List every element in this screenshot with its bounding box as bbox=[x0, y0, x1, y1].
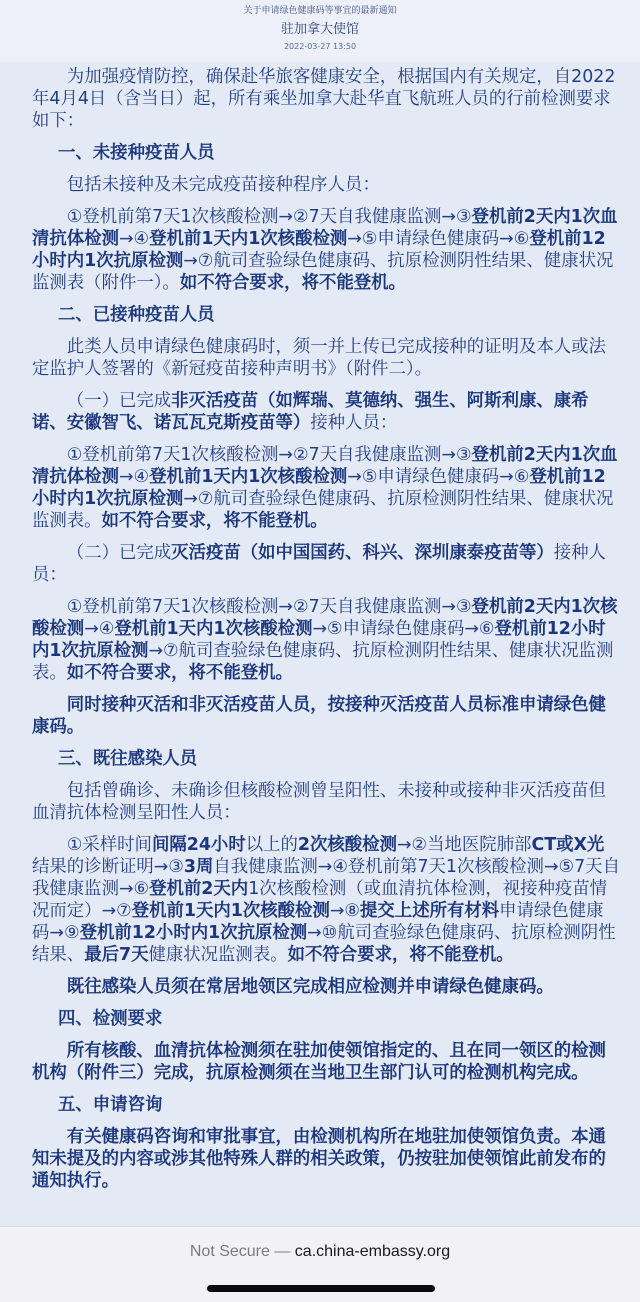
not-secure-label: Not Secure bbox=[189, 1243, 270, 1260]
body-text: 自我健康监测→④登机前第7天1次核酸检测→⑤7天自我健康监测→⑥ bbox=[32, 857, 620, 899]
emphasis-text: 登机前2天内1次血清抗体检测 bbox=[32, 445, 618, 487]
emphasis-text: 2次核酸检测 bbox=[297, 835, 397, 855]
emphasis-text: 登机前1天内1次核酸检测 bbox=[149, 229, 348, 249]
section-5-heading: 五、申请咨询 bbox=[58, 1095, 163, 1115]
section-1-steps bbox=[32, 206, 620, 294]
section-2a-heading bbox=[32, 390, 620, 434]
body-text: 以上的 bbox=[245, 835, 298, 855]
publisher-name: 驻加拿大使馆 bbox=[280, 22, 359, 37]
emphasis-text: 提交上述所有材料 bbox=[360, 901, 500, 921]
section-3-note: 既往感染人员须在常居地领区完成相应检测并申请绿色健康码。 bbox=[66, 977, 554, 997]
emphasis-text: 如不符合要求，将不能登机。 bbox=[287, 945, 514, 965]
section-3-heading: 三、既往感染人员 bbox=[58, 749, 198, 769]
home-indicator[interactable] bbox=[207, 1285, 435, 1292]
emphasis-text: CT或X光 bbox=[531, 835, 605, 855]
section-2b-steps bbox=[32, 596, 620, 684]
emphasis-text: 非灭活疫苗（如辉瑞、莫德纳、强生、阿斯利康、康希诺、安徽智飞、诺瓦瓦克斯疫苗等） bbox=[32, 391, 589, 433]
body-text: ①登机前第7天1次核酸检测→②7天自我健康监测→③ bbox=[66, 597, 472, 617]
body-text: →④ bbox=[118, 467, 150, 487]
section-2-desc: 此类人员申请绿色健康码时，须一并上传已完成接种的证明及本人或法定监护人签署的《新冠疫苗接种声明书》（附件二）。 bbox=[32, 337, 606, 379]
emphasis-text: 3周 bbox=[183, 857, 214, 877]
emphasis-text: 间隔24小时 bbox=[151, 835, 246, 855]
emphasis-text: 如不符合要求，将不能登机。 bbox=[101, 511, 328, 531]
section-2-note: 同时接种灭活和非灭活疫苗人员，按接种灭活疫苗人员标准申请绿色健康码。 bbox=[32, 695, 606, 737]
section-2a-steps bbox=[32, 444, 620, 532]
emphasis-text: 登机前1天内1次核酸检测 bbox=[149, 467, 348, 487]
body-text: →⑦航司查验绿色健康码、抗原检测阴性结果、健康状况监测表。 bbox=[32, 641, 614, 683]
body-text: 1次核酸检测（或血清抗体检测，视接种疫苗情况而定）→⑦ bbox=[32, 879, 608, 921]
emphasis-text: 如不符合要求，将不能登机。 bbox=[66, 663, 293, 683]
body-text: ①登机前第7天1次核酸检测→②7天自我健康监测→③ bbox=[66, 445, 472, 465]
body-text: →⑦航司查验绿色健康码、抗原检测阴性结果、健康状况监测表。 bbox=[32, 489, 614, 531]
url-display[interactable] bbox=[0, 1243, 640, 1261]
body-text: →⑦航司查验绿色健康码、抗原检测阴性结果、健康状况监测表（附件一）。 bbox=[32, 251, 614, 293]
url-separator: — bbox=[269, 1243, 295, 1260]
browser-address-bar[interactable] bbox=[0, 1226, 640, 1302]
emphasis-text: 登机前2天内1次血清抗体检测 bbox=[32, 207, 618, 249]
section-5-text: 有关健康码咨询和审批事宜，由检测机构所在地驻加使领馆负责。本通知未提及的内容或涉其他特殊人群的相关政策，仍按驻加使领馆此前发布的通知执行。 bbox=[32, 1127, 606, 1191]
body-text: →⑧ bbox=[329, 901, 361, 921]
body-text: 接种人员： bbox=[32, 543, 606, 585]
emphasis-text: 登机前12小时内1次抗原检测 bbox=[32, 467, 606, 509]
emphasis-text: 灭活疫苗（如中国国药、科兴、深圳康泰疫苗等） bbox=[171, 543, 554, 563]
section-3-steps bbox=[32, 834, 620, 966]
section-2b-heading bbox=[32, 542, 620, 586]
body-text: →⑤申请绿色健康码→⑥ bbox=[347, 467, 530, 487]
body-text: →⑩航司查验绿色健康码、抗原检测阴性结果、 bbox=[32, 923, 616, 965]
emphasis-text: 登机前1天内1次核酸检测 bbox=[114, 619, 313, 639]
body-text: →④ bbox=[118, 229, 150, 249]
publish-date: 2022-03-27 13:50 bbox=[283, 42, 357, 51]
intro-paragraph: 为加强疫情防控，确保赴华旅客健康安全，根据国内有关规定，自2022年4月4日（含当日）起，所有乘坐加拿大赴华直飞航班人员的行前检测要求如下： bbox=[32, 67, 616, 131]
emphasis-text: 登机前12小时内1次抗原检测 bbox=[32, 619, 606, 661]
body-text: （二）已完成 bbox=[66, 543, 172, 563]
emphasis-text: 登机前2天内1次核酸检测 bbox=[32, 597, 618, 639]
section-3-desc: 包括曾确诊、未确诊但核酸检测曾呈阳性、未接种或接种非灭活疫苗但血清抗体检测呈阳性人员： bbox=[32, 781, 606, 823]
body-text: 申请绿色健康码→⑨ bbox=[32, 901, 604, 943]
domain-label: ca.china-embassy.org bbox=[294, 1243, 451, 1260]
section-1-desc: 包括未接种及未完成疫苗接种程序人员： bbox=[66, 175, 380, 195]
emphasis-text: 登机前12小时内1次抗原检测 bbox=[79, 923, 308, 943]
section-2-heading: 二、已接种疫苗人员 bbox=[58, 305, 215, 325]
body-text: →⑤申请绿色健康码→⑥ bbox=[312, 619, 495, 639]
body-text: 接种人员： bbox=[310, 413, 398, 433]
section-4-text: 所有核酸、血清抗体检测须在驻加使领馆指定的、且在同一领区的检测机构（附件三）完成，抗原检测须在当地卫生部门认可的检测机构完成。 bbox=[32, 1041, 606, 1083]
body-text: →⑤申请绿色健康码→⑥ bbox=[347, 229, 530, 249]
section-1-heading: 一、未接种疫苗人员 bbox=[58, 143, 215, 163]
emphasis-text: 登机前12小时内1次抗原检测 bbox=[32, 229, 606, 271]
body-text: 结果的诊断证明→③ bbox=[32, 857, 184, 877]
article-body bbox=[0, 62, 640, 1226]
emphasis-text: 最后7天 bbox=[84, 945, 149, 965]
body-text: →②当地医院肺部 bbox=[396, 835, 532, 855]
emphasis-text: 登机前2天内 bbox=[149, 879, 249, 899]
section-4-heading: 四、检测要求 bbox=[58, 1009, 163, 1029]
body-text: ①登机前第7天1次核酸检测→②7天自我健康监测→③ bbox=[66, 207, 472, 227]
body-text: →④ bbox=[84, 619, 115, 639]
emphasis-text: 登机前1天内1次核酸检测 bbox=[131, 901, 330, 921]
body-text: 健康状况监测表。 bbox=[148, 945, 288, 965]
article-header bbox=[0, 0, 640, 62]
body-text: ①采样时间 bbox=[66, 835, 152, 855]
article-title: 关于申请绿色健康码等事宜的最新通知 bbox=[243, 6, 397, 16]
emphasis-text: 如不符合要求，将不能登机。 bbox=[179, 273, 406, 293]
body-text: （一）已完成 bbox=[66, 391, 172, 411]
